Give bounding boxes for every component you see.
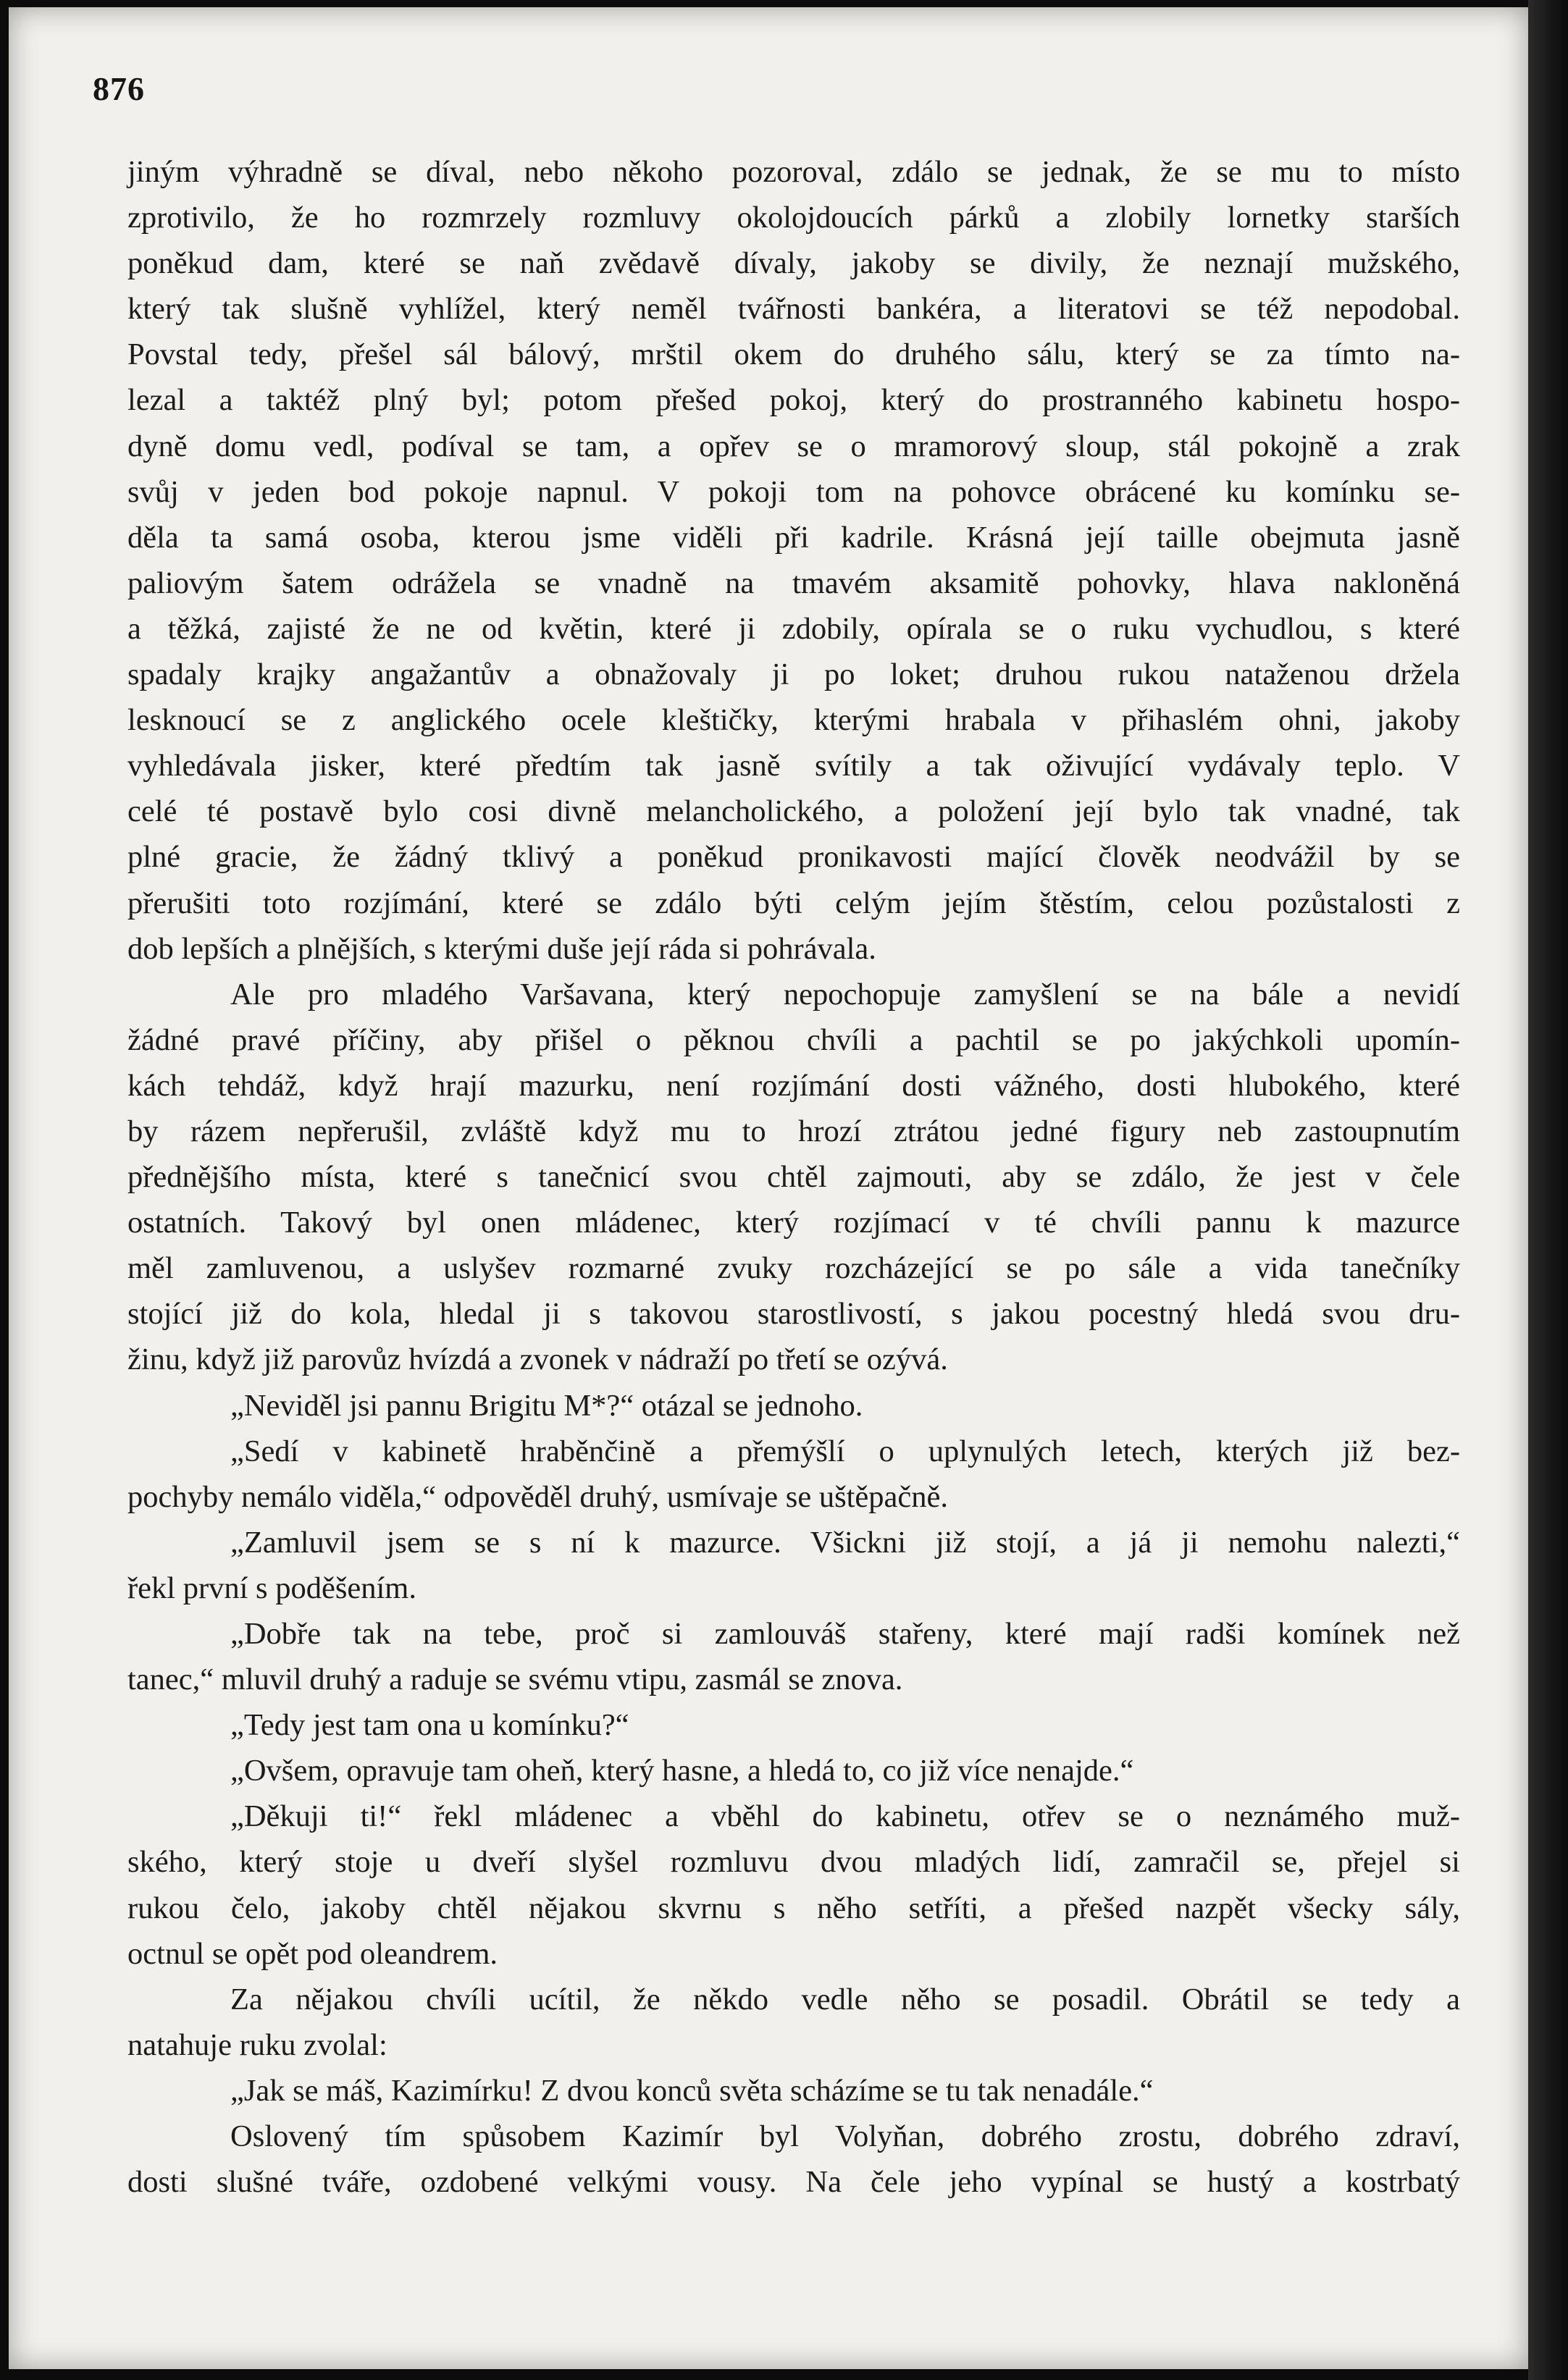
text-line: Povstal tedy, přešel sál bálový, mrštil okem do druhého sálu, který se za tímto na- <box>127 337 1460 372</box>
book-page <box>9 7 1528 2369</box>
facing-page-edge <box>1528 0 1568 2380</box>
text-line: Ale pro mladého Varšavana, který nepochopuje zamyšlení se na bále a nevidí <box>230 977 1460 1012</box>
text-line: „Dobře tak na tebe, proč si zamlouváš stařeny, které mají radši komínek než <box>230 1617 1460 1651</box>
text-line: dyně domu vedl, podíval se tam, a opřev se o mramorový sloup, stál pokojně a zrak <box>127 429 1460 463</box>
text-line: vyhledávala jisker, které předtím tak jasně svítily a tak oživující vydávaly teplo. V <box>127 749 1460 783</box>
text-line: stojící již do kola, hledal ji s takovou starostlivostí, s jakou pocestný hledá svou dru- <box>127 1297 1460 1332</box>
text-line: octnul se opět pod oleandrem. <box>127 1936 498 1971</box>
text-line: kách tehdáž, když hrají mazurku, není rozjímání dosti vážného, dosti hlubokého, které <box>127 1068 1460 1103</box>
text-line: poněkud dam, které se naň zvědavě dívaly, jakoby se divily, že neznají mužského, <box>127 246 1460 281</box>
text-line: lezal a taktéž plný byl; potom přešed pokoj, který do prostranného kabinetu hospo- <box>127 383 1460 418</box>
text-line: „Ovšem, opravuje tam oheň, který hasne, a hledá to, co již více nenajde.“ <box>230 1754 1134 1788</box>
text-line: pochyby nemálo viděla,“ odpověděl druhý, usmívaje se uštěpačně. <box>127 1479 948 1514</box>
text-line: ského, který stoje u dveří slyšel rozmluvu dvou mladých lidí, zamračil se, přejel si <box>127 1845 1460 1880</box>
text-line: „Neviděl jsi pannu Brigitu M*?“ otázal se jednoho. <box>230 1388 863 1423</box>
text-line: spadaly krajky angažantův a obnažovaly ji po loket; druhou rukou natažen​ou držela <box>127 657 1460 692</box>
text-line: „Jak se máš, Kazimírku! Z dvou konců světa scházíme se tu tak nenadále.“ <box>230 2073 1154 2108</box>
text-line: řekl první s poděšením. <box>127 1570 416 1605</box>
text-line: by rázem nepřerušil, zvláště když mu to hrozí ztrátou jedné figury neb zastoupnutím <box>127 1114 1460 1148</box>
text-line: měl zamluvenou, a uslyšev rozmarné zvuky rozcházející se po sále a vida tanečníky <box>127 1251 1460 1286</box>
text-line: „Sedí v kabinetě hraběnčině a přemýšlí o uplynulých letech, kterých již bez- <box>230 1434 1460 1468</box>
text-line: svůj v jeden bod pokoje napnul. V pokoji tom na pohovce obrácené ku komínku se- <box>127 474 1460 509</box>
text-line: dosti slušné tváře, ozdobené velkými vousy. Na čele jeho vypínal se hustý a kostrbatý <box>127 2165 1460 2200</box>
text-line: žádné pravé příčiny, aby přišel o pěknou chvíli a pachtil se po jakýchkoli upomín- <box>127 1022 1460 1057</box>
body-text <box>127 149 1460 2205</box>
text-line: jiným výhradně se díval, nebo někoho pozoroval, zdálo se jednak, že se mu to místo <box>127 155 1460 189</box>
text-line: paliovým šatem odrážela se vnadně na tmavém aksamitě pohovky, hlava nakloněná <box>127 565 1460 600</box>
text-line: Oslovený tím spůsobem Kazimír byl Volyňan, dobrého zrostu, dobrého zdraví, <box>230 2119 1460 2154</box>
text-line: celé té postavě bylo cosi divně melancholického, a položení její bylo tak vnadné, tak <box>127 794 1460 829</box>
text-line: Za nějakou chvíli ucítil, že někdo vedle něho se posadil. Obrátil se tedy a <box>230 1982 1460 2017</box>
text-line: lesknoucí se z anglického ocele kleštičky, kterými hrabala v přihaslém ohni, jakoby <box>127 703 1460 738</box>
text-line: „Tedy jest tam ona u komínku?“ <box>230 1708 629 1743</box>
text-line: ostatních. Takový byl onen mládenec, který rozjímací v té chvíli pannu k mazurce <box>127 1206 1460 1240</box>
text-line: natahuje ruku zvolal: <box>127 2027 387 2062</box>
text-line: dob lepších a plnějších, s kterými duše její ráda si pohrávala. <box>127 931 876 966</box>
text-line: „Děkuji ti!“ řekl mládenec a vběhl do kabinetu, otřev se o neznámého muž- <box>230 1799 1460 1834</box>
text-line: plné gracie, že žádný tklivý a poněkud pronikavosti mající člověk neodvážil by se <box>127 840 1460 875</box>
text-line: který tak slušně vyhlížel, který neměl tvářnosti bankéra, a literatovi se též nepodobal. <box>127 292 1460 327</box>
text-line: přerušiti toto rozjímání, které se zdálo býti celým jejím štěstím, celou pozůstalosti z <box>127 886 1460 920</box>
page-number: 876 <box>93 70 145 107</box>
text-line: zprotivilo, že ho rozmrzely rozmluvy okolojdoucích párků a zlobily lornetky starších <box>127 201 1460 235</box>
text-line: „Zamluvil jsem se s ní k mazurce. Všickni již stojí, a já ji nemohu nalezti,“ <box>230 1525 1460 1560</box>
text-line: žinu, když již parovůz hvízdá a zvonek v nádraží po třetí se ozývá. <box>127 1342 948 1377</box>
text-line: přednějšího místa, které s tanečnicí svou chtěl zajmouti, aby se zdálo, že jest v čele <box>127 1160 1460 1195</box>
text-line: tanec,“ mluvil druhý a raduje se svému vtipu, zasmál se znova. <box>127 1662 903 1697</box>
text-line: děla ta samá osoba, kterou jsme viděli při kadrile. Krásná její taille obejmuta jasně <box>127 520 1460 555</box>
text-line: rukou čelo, jakoby chtěl nějakou skvrnu s něho setříti, a přešed nazpět všecky sály, <box>127 1891 1460 1925</box>
text-line: a těžká, zajisté že ne od květin, které ji zdobily, opírala se o ruku vychudlou, s které <box>127 611 1460 646</box>
